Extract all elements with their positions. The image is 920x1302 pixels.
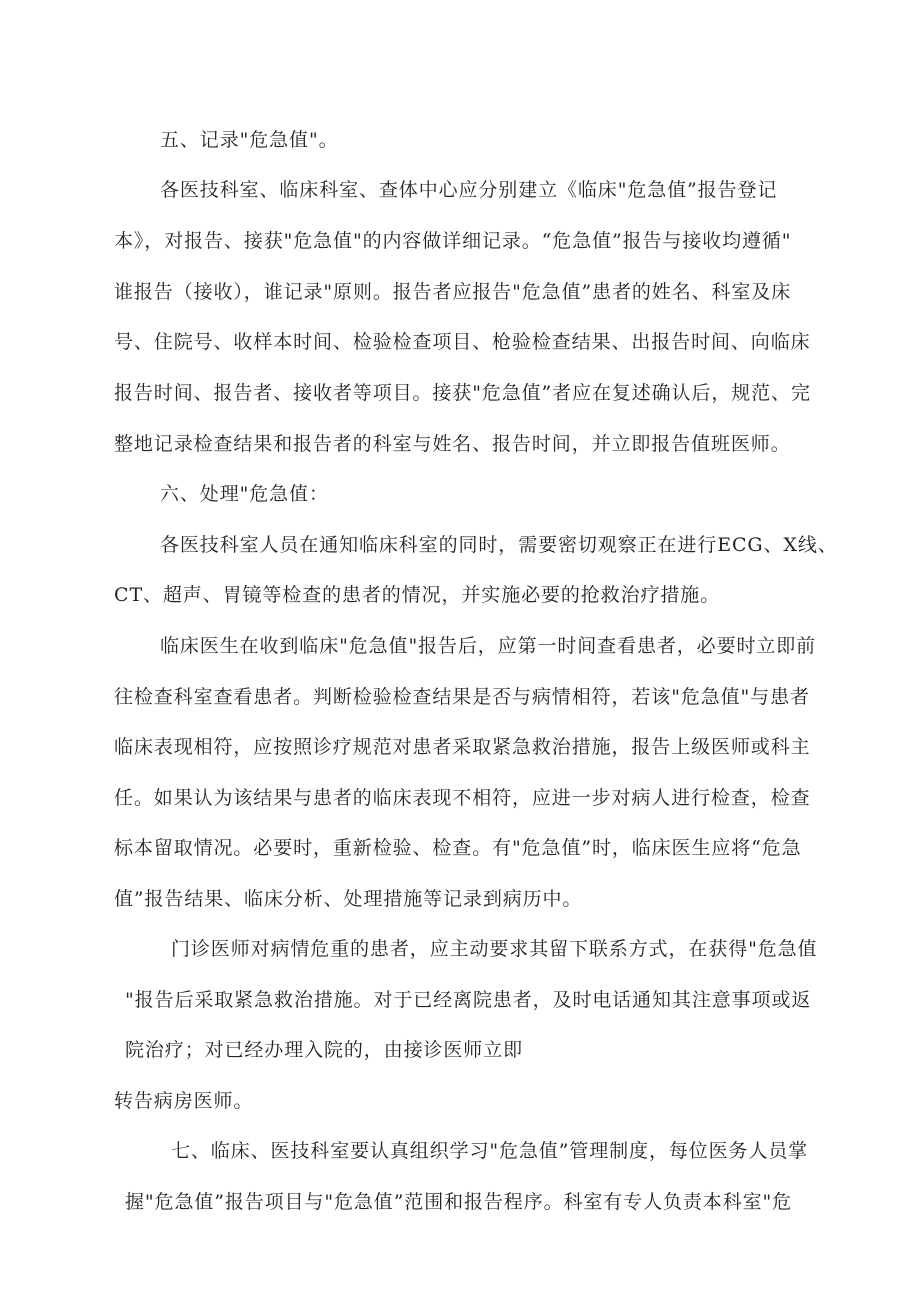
paragraph-line: 任。如果认为该结果与患者的临床表现不相符，应进一步对病人进行检查，检查 <box>114 787 811 809</box>
paragraph-line: 谁报告（接收），谁记录"原则。报告者应报告"危急值”患者的姓名、科室及床 <box>114 281 792 303</box>
section-heading-5: 五、记录"危急值"。 <box>160 129 339 151</box>
section-heading-6: 六、处理"危急值： <box>160 483 329 505</box>
paragraph-line: 各医技科室、临床科室、查体中心应分别建立《临床"危急值”报告登记 <box>160 179 778 201</box>
paragraph-line: 本》，对报告、接获"危急值"的内容做详细记录。“危急值”报告与接收均遵循" <box>114 230 792 252</box>
paragraph-line: 号、住院号、收样本时间、检验检查项目、枪验检查结果、出报告时间、向临床 <box>114 331 811 353</box>
paragraph-line: 转告病房医师。 <box>114 1090 254 1112</box>
paragraph-line: "报告后采取紧急救治措施。对于已经离院患者，及时电话通知其注意事项或返 <box>125 989 812 1011</box>
paragraph-line: 标本留取情况。必要时，重新检验、检查。有"危急值”时，临床医生应将“危急 <box>114 837 802 859</box>
paragraph-line: 往检查科室查看患者。判断检验检查结果是否与病情相符，若该"危急值"与患者 <box>114 686 810 708</box>
paragraph-line: 门诊医师对病情危重的患者，应主动要求其留下联系方式，在获得"危急值 <box>171 938 818 960</box>
paragraph-line: CT、超声、胃镜等检查的患者的情况，并实施必要的抢救治疗措施。 <box>114 584 721 606</box>
paragraph-line: 院治疗；对已经办理入院的，由接诊医师立即 <box>125 1039 524 1061</box>
paragraph-line: 临床医生在收到临床"危急值"报告后，应第一时间查看患者，必要时立即前 <box>160 635 817 657</box>
paragraph-line: 报告时间、报告者、接收者等项目。接获"危急值”者应在复述确认后，规范、完 <box>114 382 811 404</box>
paragraph-line: 值”报告结果、临床分析、处理措施等记录到病历中。 <box>114 888 583 910</box>
paragraph-line: 握"危急值”报告项目与"危急值”范围和报告程序。科室有专人负责本科室"危 <box>125 1191 793 1213</box>
paragraph-line: 各医技科室人员在通知临床科室的同时，需要密切观察正在进行ECG、X线、 <box>160 534 838 556</box>
paragraph-line: 整地记录检查结果和报告者的科室与姓名、报告时间，并立即报告值班医师。 <box>114 433 791 455</box>
section-heading-7: 七、临床、医技科室要认真组织学习"危急值”管理制度，每位医务人员掌 <box>171 1140 809 1162</box>
paragraph-line: 临床表现相符，应按照诊疗规范对患者采取紧急救治措施，报告上级医师或科主 <box>114 736 811 758</box>
